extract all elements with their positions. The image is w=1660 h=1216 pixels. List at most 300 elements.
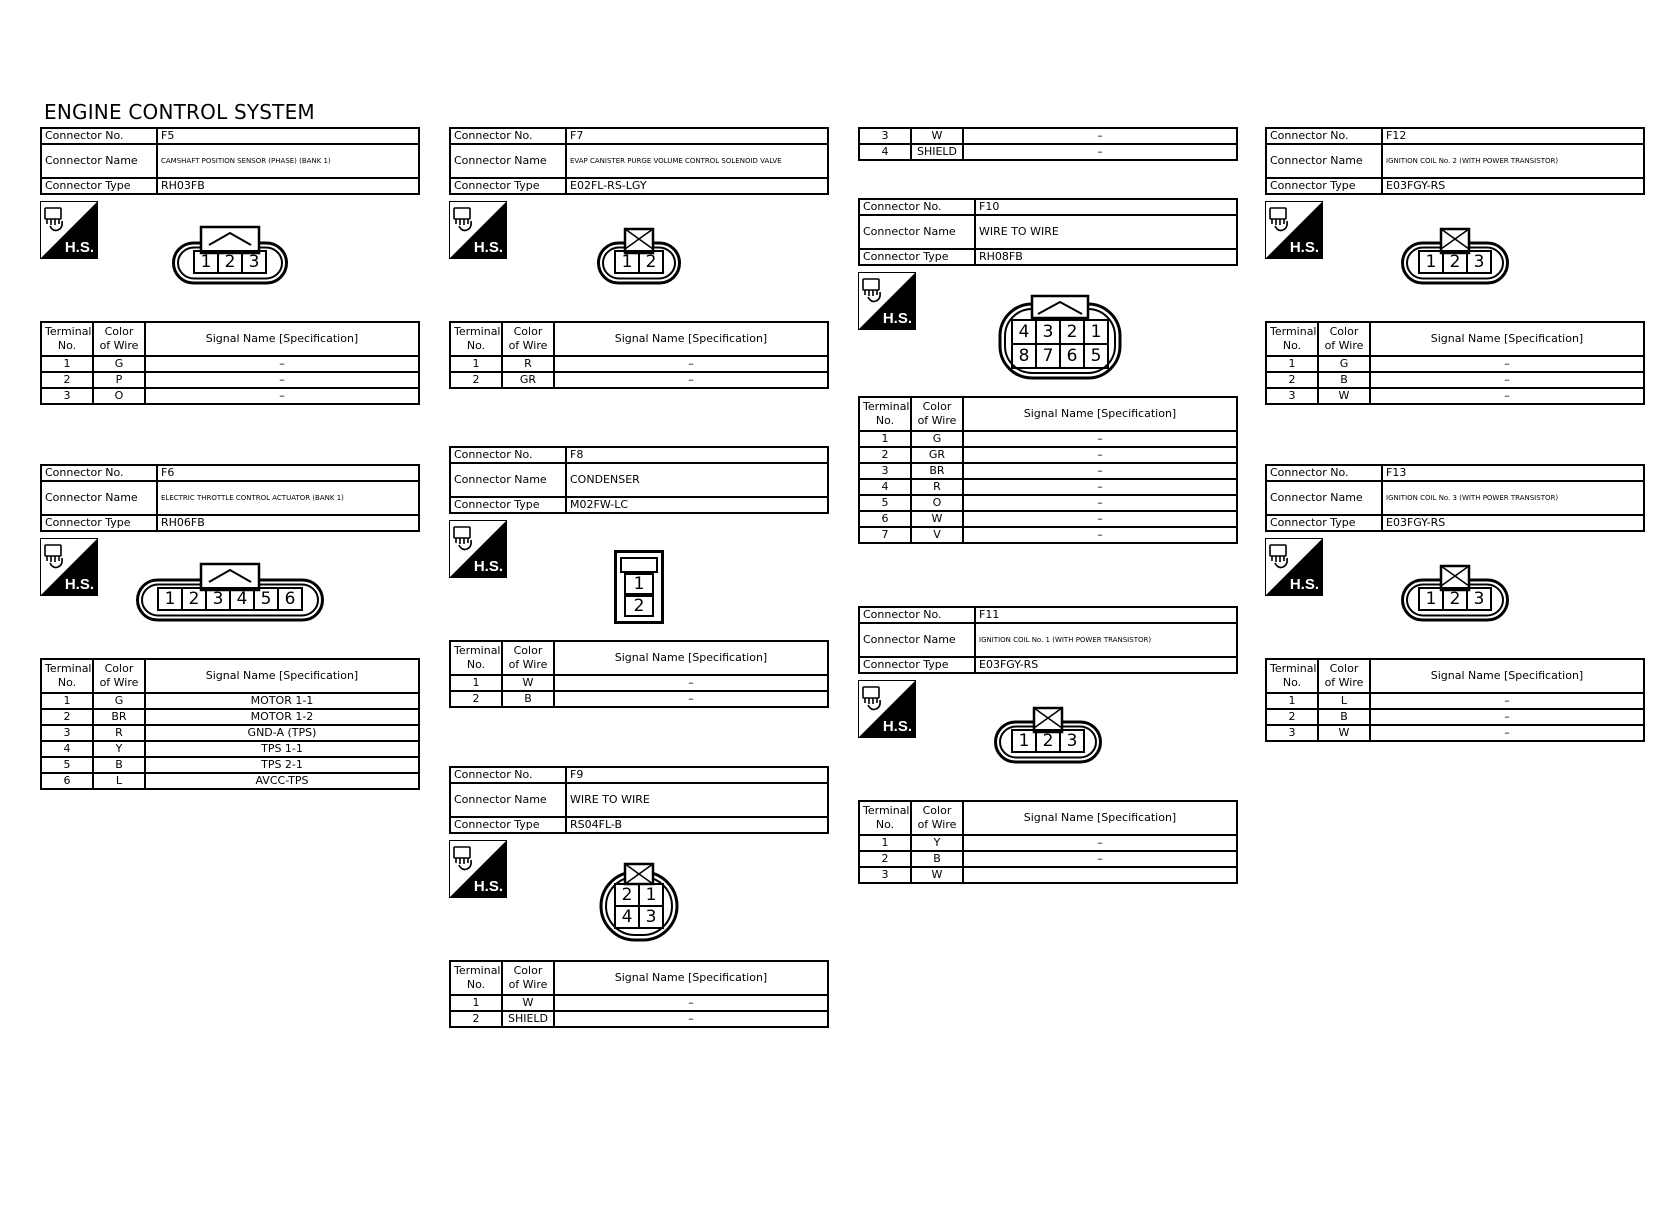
wire-color: W	[911, 867, 963, 883]
connector-block	[449, 446, 829, 708]
connector-no-value: F9	[566, 767, 828, 783]
terminal-pin: 2	[621, 885, 633, 905]
terminal-no-header	[1266, 659, 1318, 693]
wire-color: SHIELD	[502, 1011, 554, 1027]
terminal-table	[858, 396, 1238, 544]
harness-side-label: H.S.	[473, 878, 503, 895]
connector-name-value: IGNITION COIL No. 1 (WITH POWER TRANSISTOR)	[975, 623, 1237, 657]
terminal-header-line2: No.	[57, 339, 77, 352]
signal-name: –	[963, 144, 1237, 160]
terminal-no: 3	[859, 867, 911, 883]
table-row	[859, 463, 1237, 479]
terminal-pin: 3	[248, 252, 260, 272]
signal-name-header: Signal Name [Specification]	[145, 322, 419, 356]
terminal-no: 6	[41, 773, 93, 789]
wire-color: W	[911, 128, 963, 144]
wire-color: L	[93, 773, 145, 789]
wire-color: B	[911, 851, 963, 867]
terminal-table-header	[41, 659, 419, 693]
wire-color: W	[1318, 388, 1370, 404]
wire-color: W	[911, 511, 963, 527]
wire-color: W	[502, 675, 554, 691]
terminal-no: 6	[859, 511, 911, 527]
terminal-no-header	[41, 322, 93, 356]
connector-name-label: Connector Name	[859, 215, 975, 249]
connector-no-label: Connector No.	[450, 767, 566, 783]
table-row	[450, 1011, 828, 1027]
connector-type-value: E03FGY-RS	[975, 657, 1237, 673]
terminal-no: 4	[859, 144, 911, 160]
signal-name: –	[963, 128, 1237, 144]
connector-name-label: Connector Name	[1266, 481, 1382, 515]
harness-side-icon	[1265, 538, 1323, 596]
connector-info-table	[449, 127, 829, 195]
connector-type-value: RH08FB	[975, 249, 1237, 265]
color-header-line2: of Wire	[508, 978, 548, 991]
wire-color: W	[502, 995, 554, 1011]
harness-side-icon	[449, 840, 507, 898]
signal-name: MOTOR 1-2	[145, 709, 419, 725]
terminal-no-header	[1266, 322, 1318, 356]
wire-color-header	[911, 801, 963, 835]
terminal-pin: 5	[260, 589, 272, 609]
terminal-pin: 2	[633, 596, 645, 616]
terminal-table	[1265, 321, 1645, 405]
connector-type-row	[41, 178, 419, 194]
signal-name-header: Signal Name [Specification]	[1370, 322, 1644, 356]
wire-color: O	[93, 388, 145, 404]
connector-info-table	[40, 127, 420, 195]
connector-name-row	[1266, 481, 1644, 515]
connector-block	[1265, 464, 1645, 742]
table-row	[859, 431, 1237, 447]
connector-no-row	[1266, 465, 1644, 481]
harness-side-label: H.S.	[473, 558, 503, 575]
connector-name-label: Connector Name	[450, 144, 566, 178]
harness-side-label: H.S.	[473, 239, 503, 256]
terminal-no: 2	[859, 851, 911, 867]
connector-name-row	[450, 783, 828, 817]
terminal-header-line2: No.	[466, 978, 486, 991]
signal-name: –	[963, 527, 1237, 543]
table-row	[450, 995, 828, 1011]
connector-name-row	[450, 144, 828, 178]
terminal-table-header	[41, 322, 419, 356]
wire-color: B	[93, 757, 145, 773]
wire-color-header	[93, 322, 145, 356]
color-header-line1: Color	[1329, 325, 1359, 338]
color-header-line2: of Wire	[508, 339, 548, 352]
terminal-no: 1	[1266, 356, 1318, 372]
terminal-no: 2	[1266, 709, 1318, 725]
table-row	[859, 495, 1237, 511]
connector-name-value: IGNITION COIL No. 2 (WITH POWER TRANSISTOR)	[1382, 144, 1644, 178]
terminal-header-line1: Terminal	[454, 964, 501, 977]
connector-name-label: Connector Name	[41, 144, 157, 178]
terminal-no: 1	[41, 356, 93, 372]
connector-type-label: Connector Type	[1266, 515, 1382, 531]
signal-name: –	[554, 356, 828, 372]
terminal-no: 3	[41, 725, 93, 741]
terminal-pin: 6	[1066, 346, 1078, 366]
connector-name-row	[859, 623, 1237, 657]
terminal-pin: 4	[1018, 322, 1030, 342]
terminal-no-header	[450, 961, 502, 995]
table-row	[41, 356, 419, 372]
table-row	[859, 479, 1237, 495]
table-row	[859, 128, 1237, 144]
wire-color: GR	[502, 372, 554, 388]
connector-name-value: ELECTRIC THROTTLE CONTROL ACTUATOR (BANK 1)	[157, 481, 419, 515]
connector-no-row	[41, 128, 419, 144]
connector-name-row	[450, 463, 828, 497]
terminal-pin: 1	[633, 574, 645, 594]
connector-diagram-area	[40, 195, 420, 321]
connector-no-label: Connector No.	[450, 128, 566, 144]
table-row	[41, 725, 419, 741]
wire-color: G	[1318, 356, 1370, 372]
signal-name: –	[963, 495, 1237, 511]
terminal-pin: 8	[1018, 346, 1030, 366]
table-row	[859, 144, 1237, 160]
connector-block	[858, 198, 1238, 544]
signal-name-header: Signal Name [Specification]	[554, 641, 828, 675]
connector-no-label: Connector No.	[41, 128, 157, 144]
table-row	[41, 709, 419, 725]
terminal-no: 2	[450, 1011, 502, 1027]
connector-diagram-area	[449, 195, 829, 321]
table-row	[1266, 693, 1644, 709]
terminal-pin: 5	[1090, 346, 1102, 366]
connector-no-label: Connector No.	[450, 447, 566, 463]
terminal-header-line2: No.	[57, 676, 77, 689]
terminal-table	[858, 800, 1238, 884]
terminal-pin: 2	[1066, 322, 1078, 342]
connector-type-row	[450, 497, 828, 513]
connector-name-label: Connector Name	[859, 623, 975, 657]
harness-side-icon	[40, 201, 98, 259]
connector-name-label: Connector Name	[450, 463, 566, 497]
signal-name: AVCC-TPS	[145, 773, 419, 789]
terminal-header-line1: Terminal	[1270, 325, 1317, 338]
signal-name: TPS 2-1	[145, 757, 419, 773]
connector-no-value: F7	[566, 128, 828, 144]
connector-no-value: F11	[975, 607, 1237, 623]
terminal-no: 5	[41, 757, 93, 773]
connector-no-row	[450, 767, 828, 783]
terminal-pin: 4	[621, 907, 633, 927]
connector-type-value: M02FW-LC	[566, 497, 828, 513]
signal-name: –	[1370, 388, 1644, 404]
connector-type-label: Connector Type	[41, 515, 157, 531]
connector-info-table	[449, 766, 829, 834]
table-row	[1266, 388, 1644, 404]
terminal-no: 1	[859, 835, 911, 851]
signal-name: –	[145, 372, 419, 388]
table-row	[41, 741, 419, 757]
connector-type-value: RH06FB	[157, 515, 419, 531]
wire-color: B	[1318, 709, 1370, 725]
wire-color-header	[93, 659, 145, 693]
table-row	[41, 773, 419, 789]
connector-type-value: E03FGY-RS	[1382, 515, 1644, 531]
wire-color: P	[93, 372, 145, 388]
terminal-table-header	[859, 397, 1237, 431]
color-header-line1: Color	[104, 662, 134, 675]
terminal-no: 5	[859, 495, 911, 511]
connector-type-row	[450, 178, 828, 194]
terminal-pin: 1	[645, 885, 657, 905]
terminal-pin: 2	[1449, 252, 1461, 272]
wire-color: O	[911, 495, 963, 511]
terminal-no: 3	[859, 128, 911, 144]
signal-name: –	[145, 388, 419, 404]
signal-name-header: Signal Name [Specification]	[554, 961, 828, 995]
terminal-table	[1265, 658, 1645, 742]
harness-side-icon	[40, 538, 98, 596]
connector-type-value: E02FL-RS-LGY	[566, 178, 828, 194]
terminal-no: 7	[859, 527, 911, 543]
wire-color: R	[911, 479, 963, 495]
color-header-line2: of Wire	[1324, 339, 1364, 352]
connector-type-row	[1266, 178, 1644, 194]
terminal-pin: 1	[1425, 252, 1437, 272]
connector-diagram-area	[858, 266, 1238, 396]
table-row	[450, 356, 828, 372]
terminal-pin: 3	[645, 907, 657, 927]
terminal-no: 2	[41, 372, 93, 388]
terminal-table-header	[450, 961, 828, 995]
terminal-no: 4	[41, 741, 93, 757]
connector-type-value: RS04FL-B	[566, 817, 828, 833]
signal-name: –	[963, 511, 1237, 527]
table-row	[41, 693, 419, 709]
wire-color: Y	[93, 741, 145, 757]
harness-side-label: H.S.	[882, 310, 912, 327]
connector-diagram-area	[1265, 532, 1645, 658]
connector-name-row	[1266, 144, 1644, 178]
wire-color: L	[1318, 693, 1370, 709]
connector-no-label: Connector No.	[859, 199, 975, 215]
wire-color: R	[93, 725, 145, 741]
wire-color: BR	[911, 463, 963, 479]
table-row	[859, 511, 1237, 527]
color-header-line1: Color	[1329, 662, 1359, 675]
harness-side-label: H.S.	[1289, 576, 1319, 593]
terminal-no: 3	[859, 463, 911, 479]
connector-type-label: Connector Type	[450, 178, 566, 194]
wire-color: V	[911, 527, 963, 543]
connector-diagram-area	[449, 834, 829, 960]
harness-side-icon	[449, 201, 507, 259]
terminal-header-line2: No.	[875, 414, 895, 427]
terminal-table	[449, 321, 829, 389]
connector-no-value: F8	[566, 447, 828, 463]
connector-type-label: Connector Type	[450, 497, 566, 513]
harness-side-icon	[449, 520, 507, 578]
wire-color-header	[502, 961, 554, 995]
connector-type-row	[450, 817, 828, 833]
connector-diagram-area	[40, 532, 420, 658]
terminal-pin: 1	[621, 252, 633, 272]
terminal-pin: 2	[1042, 731, 1054, 751]
signal-name: –	[963, 463, 1237, 479]
terminal-table	[40, 658, 420, 790]
signal-name-header: Signal Name [Specification]	[554, 322, 828, 356]
terminal-pin: 2	[188, 589, 200, 609]
terminal-table-header	[859, 801, 1237, 835]
signal-name: –	[1370, 356, 1644, 372]
terminal-no-header	[41, 659, 93, 693]
wire-color: G	[93, 693, 145, 709]
connector-block	[858, 606, 1238, 884]
connector-name-label: Connector Name	[1266, 144, 1382, 178]
connector-face-diagram	[136, 562, 324, 626]
connector-info-table	[858, 198, 1238, 266]
connector-name-value: IGNITION COIL No. 3 (WITH POWER TRANSISTOR)	[1382, 481, 1644, 515]
terminal-pin: 1	[164, 589, 176, 609]
connector-name-row	[41, 481, 419, 515]
terminal-pin: 3	[1066, 731, 1078, 751]
color-header-line1: Color	[513, 644, 543, 657]
connector-name-row	[859, 215, 1237, 249]
terminal-pin: 1	[1018, 731, 1030, 751]
connector-face-diagram	[172, 225, 288, 289]
terminal-no: 1	[859, 431, 911, 447]
connector-info-table	[449, 446, 829, 514]
harness-side-label: H.S.	[64, 239, 94, 256]
table-row	[859, 447, 1237, 463]
signal-name: –	[554, 675, 828, 691]
connector-block	[449, 127, 829, 389]
color-header-line1: Color	[513, 964, 543, 977]
terminal-no: 3	[41, 388, 93, 404]
wire-color: SHIELD	[911, 144, 963, 160]
table-row	[41, 388, 419, 404]
wire-color: W	[1318, 725, 1370, 741]
terminal-no: 2	[859, 447, 911, 463]
terminal-pin: 2	[645, 252, 657, 272]
signal-name: –	[554, 691, 828, 707]
wire-color: BR	[93, 709, 145, 725]
signal-name-header: Signal Name [Specification]	[963, 801, 1237, 835]
terminal-pin: 6	[284, 589, 296, 609]
harness-side-icon	[1265, 201, 1323, 259]
terminal-table	[449, 960, 829, 1028]
connector-face-diagram	[998, 294, 1122, 380]
connector-no-row	[41, 465, 419, 481]
connector-diagram-area	[449, 514, 829, 640]
signal-name: –	[1370, 372, 1644, 388]
terminal-table	[449, 640, 829, 708]
connector-info-table	[858, 606, 1238, 674]
harness-side-label: H.S.	[64, 576, 94, 593]
signal-name	[963, 867, 1237, 883]
color-header-line1: Color	[922, 804, 952, 817]
connector-block	[40, 127, 420, 405]
wire-color-header	[911, 397, 963, 431]
connector-no-row	[1266, 128, 1644, 144]
connector-no-value: F5	[157, 128, 419, 144]
terminal-header-line1: Terminal	[863, 804, 910, 817]
terminal-no: 1	[450, 356, 502, 372]
signal-name: –	[963, 431, 1237, 447]
terminal-no-header	[859, 397, 911, 431]
table-row	[450, 675, 828, 691]
connector-name-label: Connector Name	[41, 481, 157, 515]
wire-color: B	[1318, 372, 1370, 388]
table-row	[859, 851, 1237, 867]
connector-diagram-area	[858, 674, 1238, 800]
color-header-line1: Color	[104, 325, 134, 338]
terminal-pin: 3	[1473, 252, 1485, 272]
page-title: ENGINE CONTROL SYSTEM	[44, 100, 315, 124]
table-row	[1266, 725, 1644, 741]
connector-no-value: F10	[975, 199, 1237, 215]
terminal-pin: 1	[200, 252, 212, 272]
table-row	[1266, 372, 1644, 388]
terminal-pin: 3	[1473, 589, 1485, 609]
connector-no-row	[450, 128, 828, 144]
signal-name: –	[1370, 725, 1644, 741]
terminal-no: 2	[41, 709, 93, 725]
connector-no-value: F13	[1382, 465, 1644, 481]
color-header-line2: of Wire	[99, 676, 139, 689]
terminal-pin: 3	[212, 589, 224, 609]
terminal-header-line1: Terminal	[45, 325, 92, 338]
wire-color-header	[502, 322, 554, 356]
connector-type-value: E03FGY-RS	[1382, 178, 1644, 194]
connector-type-label: Connector Type	[1266, 178, 1382, 194]
terminal-table-header	[450, 641, 828, 675]
table-row	[41, 372, 419, 388]
terminal-table-header	[450, 322, 828, 356]
connector-name-value: WIRE TO WIRE	[975, 215, 1237, 249]
connector-no-value: F6	[157, 465, 419, 481]
terminal-header-line1: Terminal	[45, 662, 92, 675]
terminal-no-header	[450, 322, 502, 356]
terminal-no: 1	[450, 675, 502, 691]
connector-name-value: CONDENSER	[566, 463, 828, 497]
connector-no-row	[859, 199, 1237, 215]
signal-name-header: Signal Name [Specification]	[145, 659, 419, 693]
wire-color: B	[502, 691, 554, 707]
signal-name: –	[963, 447, 1237, 463]
table-row	[1266, 709, 1644, 725]
connector-no-label: Connector No.	[859, 607, 975, 623]
terminal-no: 1	[41, 693, 93, 709]
table-row	[41, 757, 419, 773]
wire-color-header	[1318, 659, 1370, 693]
connector-type-label: Connector Type	[41, 178, 157, 194]
wire-color: G	[93, 356, 145, 372]
harness-side-icon	[858, 272, 916, 330]
terminal-no: 2	[450, 372, 502, 388]
wire-color: R	[502, 356, 554, 372]
signal-name: TPS 1-1	[145, 741, 419, 757]
connector-no-label: Connector No.	[41, 465, 157, 481]
terminal-header-line2: No.	[466, 658, 486, 671]
terminal-table-header	[1266, 322, 1644, 356]
signal-name: –	[1370, 709, 1644, 725]
signal-name: –	[963, 851, 1237, 867]
terminal-pin: 4	[236, 589, 248, 609]
connector-face-diagram	[597, 225, 681, 289]
terminal-header-line1: Terminal	[1270, 662, 1317, 675]
harness-side-icon	[858, 680, 916, 738]
table-row	[859, 867, 1237, 883]
connector-type-label: Connector Type	[859, 657, 975, 673]
